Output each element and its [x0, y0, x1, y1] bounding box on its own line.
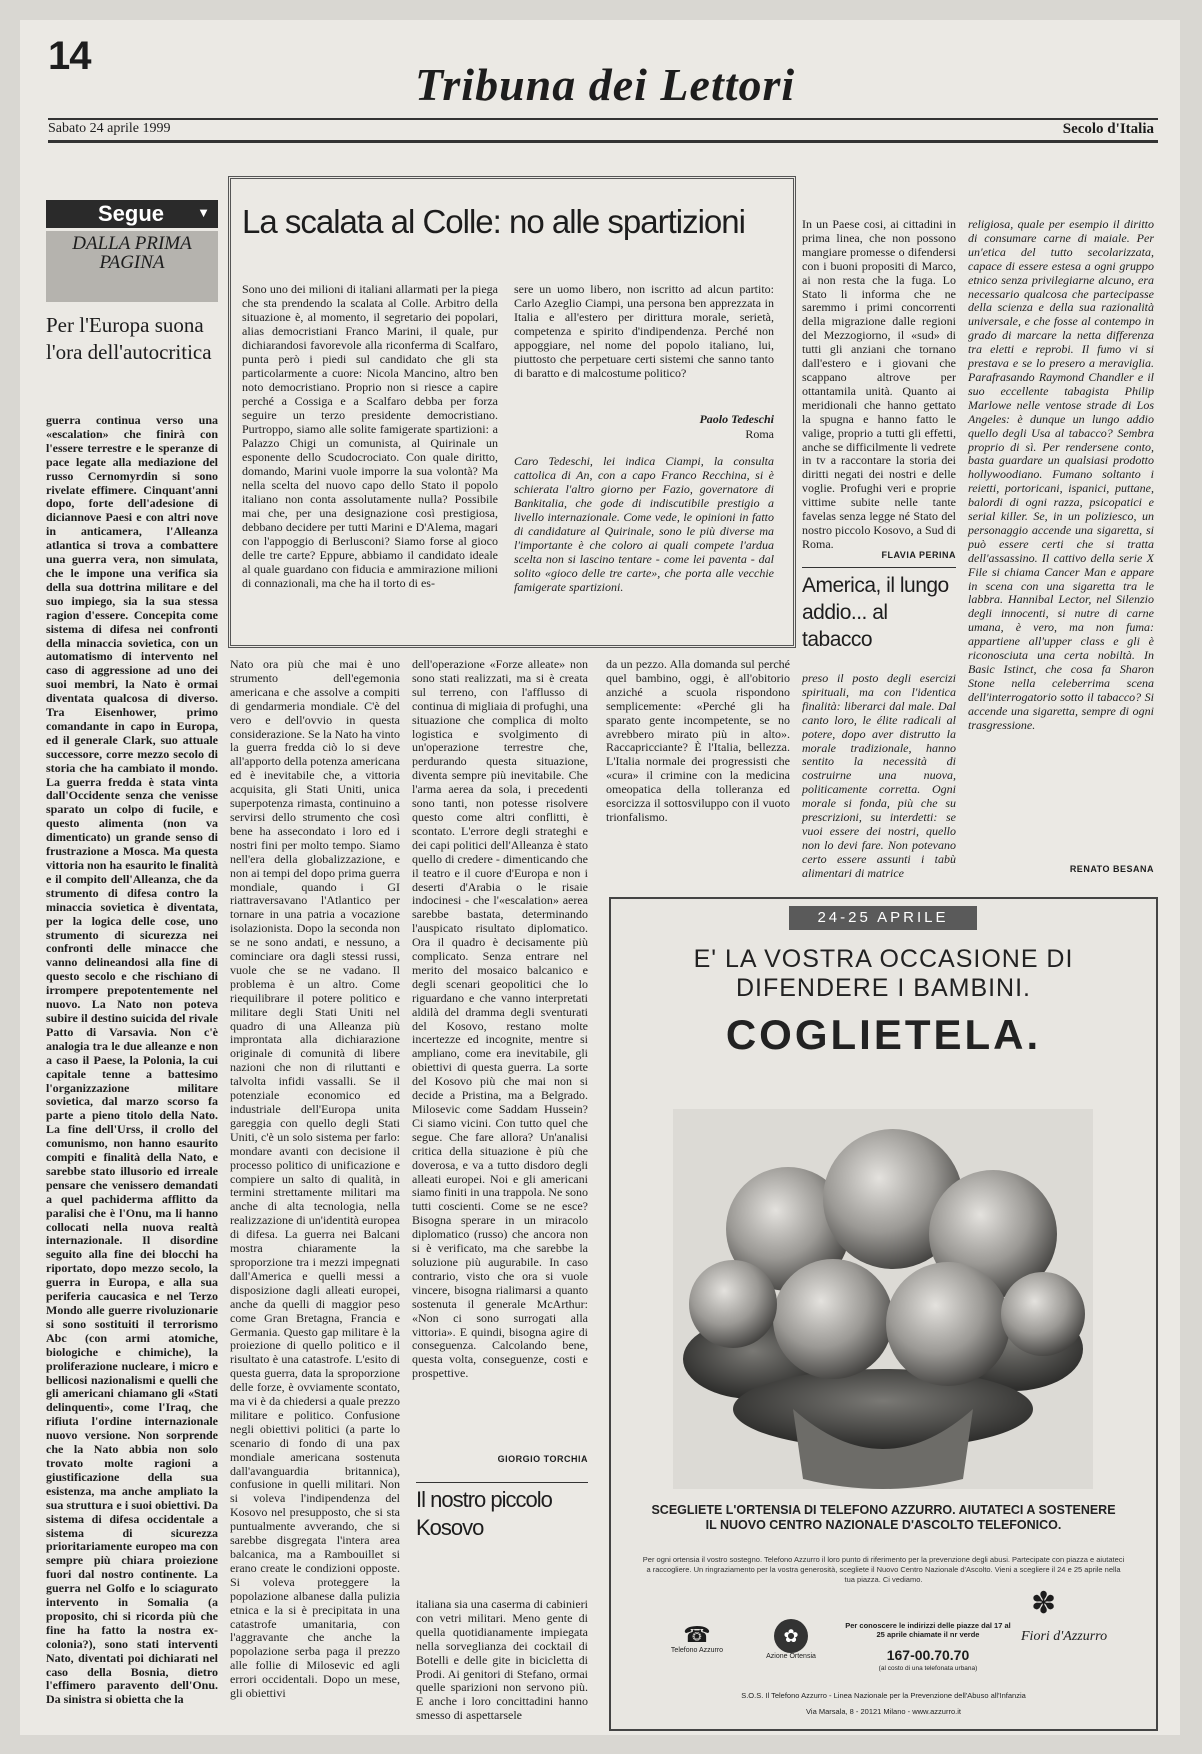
masthead-rule-lower	[48, 140, 1158, 143]
letter-main-body-2: sere un uomo libero, non iscritto ad alcun partito: Carlo Azeglio Ciampi, una persona ben apprezzata in Italia e all'estero per dirittura morale, serietà, competenza e spirito d'indipendenza. Perché non appoggiare, nel nome del popolo italiano, lui, piuttosto che perpetuare certi sistemi che sanno tanto di baratto e di malcostume politico?	[514, 282, 774, 380]
ad-headline: E' LA VOSTRA OCCASIONE DI DIFENDERE I BAMBINI.	[693, 945, 1074, 1002]
phone-icon: ☎	[683, 1622, 711, 1647]
letter-main-headline: La scalata al Colle: no alle spartizioni	[242, 203, 745, 240]
italiani-column-a: da un pezzo. Alla domanda sul perché quel bambino, oggi, è all'obitorio anziché a scuola rispondono semplicemente: «Perché gli ha sparato gente incompetente, se no avrebbero mirato più in alto». Raccapricciante? È l'Italia, bellezza. L'Italia normale dei progressisti che «cura» il crimine con la medicina omeopatica della tolleranza ed esorcizza il sottosviluppo con il vuoto trionfalismo.	[606, 657, 790, 824]
hydrangea-illustration	[673, 1109, 1093, 1489]
letter-main-signature: Paolo Tedeschi	[699, 412, 774, 426]
ad-footer-2: Via Marsala, 8 - 20121 Milano - www.azzurro.it	[806, 1707, 961, 1716]
italiani-column-b: italiana sia una caserma di cabinieri con vetri militari. Meno gente di quella quotidianamente impiegata nella sorveglianza dei cocktail di Botelli e delle gite in bicicletta di Prodi. Ai genitori di Stefano, ormai quelle sparizioni non servono più. E anche i loro concittadini hanno smesso di aspettarsele	[416, 1597, 588, 1723]
letter-main-body-1: Sono uno dei milioni di italiani allarmati per la piega che sta prendendo la scalata al Colle. Arbitro della situazione è, al momento, il segretario dei popolari, alias democristiani Franco Marini, il quale, pur dichiarandosi favorevole alla riconferma di Scalfaro, punta però i piedi sul candidato che gli sta particolarmente a cuore: Nicola Mancino, altro ben noto democristiano. Proprio non si riesce a capire perché a Cossiga e a Scalfaro debba per forza seguire un terzo presidente democristiano. Purtroppo, siamo alle solite famigerate spartizioni: a Palazzo Chigi un comunista, al Quirinale un esponente dello Scudocrociato. Con quale diritto, domando, Marini vuole imporre la sua volontà? Ma nella scelta del nuovo capo dello Stato il popolo italiano non conta assolutamente nulla? Possibile mai che, per una designazione così prestigiosa, debbano decidere per tutti Marini e D'Alema, magari con l'appoggio di Berlusconi? Siamo forse al gioco delle tre carte? Eppure, abbiamo il candidato ideale al quale guardano con fiducia e ammirazione milioni di connazionali, ma che ha il torto di es-	[242, 282, 498, 590]
newspaper-page	[20, 20, 1180, 1735]
phone-number: 167-00.70.70	[886, 1647, 970, 1663]
issue-date: Sabato 24 aprile 1999	[48, 121, 171, 136]
ad-signature: Fiori d'Azzurro	[1021, 1629, 1108, 1644]
tobacco-signature: RENATO BESANA	[1069, 864, 1154, 874]
ortensia-logo	[751, 1619, 831, 1660]
page-number: 14	[48, 34, 91, 78]
segue-headline: Per l'Europa suona l'ora dell'autocritica	[46, 313, 212, 364]
tobacco-column-a: religiosa, quale per esempio il diritto di consumare carne di maiale. Per un'etica del tutto secolarizzata, capace di essere estesa a ogni gruppo etnico senza privilegiarne alcuno, era necessario qualcosa che partecipasse della scienza e della sua razionalità universale, e che fosse al contempo in grado di marcare la netta differenza tra eletti e reprobi. Il fumo vi si prestava e se lo presero a meraviglia. Parafrasando Raymond Chandler e il suo eccellente tabagista Philip Marlowe nelle ventose strade di Los Angeles: è dunque un lungo addio quello degli Usa al tabacco? Sembra proprio di sì. Per rendersene conto, basta guardare un qualsiasi prodotto hollywoodiano. Fumano soltanto i reietti, portoricani, ispanici, puttane, balordi di ogni razza, psicopatici e serial killer. Se, in un poliziesco, un personaggio accende una sigaretta, si può essere certi che si tratta dell'assassino. Il cattivo della serie X File si chiama Cancer Man e appare in scena con una sigaretta tra le labbra. Hannibal Lector, nel Silenzio degli innocenti, si nutre di carne umana, è vero, ma non fuma: appartiene all'upper class e gli è riconosciuta una certa nobiltà. In Basic Istinct, che cosa fa Sharon Stone nella celeberrima scena dell'interrogatorio sotto il tabacco? Si accende una sigaretta, sempre di ogni trasgressione.	[968, 217, 1154, 732]
ad-subhead: SCEGLIETE L'ORTENSIA DI TELEFONO AZZURRO. AIUTATECI A SOSTENERE IL NUOVO CENTRO NAZIONALE D'ASCOLTO TELEFONICO.	[651, 1503, 1116, 1532]
segue-label: Segue	[98, 201, 165, 226]
phone-lead: Per conoscere le indirizzi delle piazze dal 17 al 25 aprile chiamate il nr verde	[845, 1621, 1011, 1639]
letter-kosovo-signature: FLAVIA PERINA	[881, 550, 956, 560]
ad-dates: 24-25 APRILE	[789, 906, 977, 930]
italiani-rule	[416, 1482, 588, 1483]
ad-footer-1: S.O.S. Il Telefono Azzurro - Linea Nazionale per la Prevenzione dell'Abuso all'Infanzia	[741, 1691, 1026, 1700]
advertisement	[609, 897, 1158, 1731]
tobacco-headline: America, il lungo addio... al tabacco	[802, 574, 949, 651]
ad-slogan: COGLIETELA.	[725, 1011, 1042, 1058]
telefono-azzurro-logo	[657, 1623, 737, 1654]
flower-logo-icon: ✽	[1031, 1587, 1057, 1620]
triangle-down-icon: ▼	[197, 205, 210, 220]
segue-band	[46, 200, 218, 228]
segue-signature: GIORGIO TORCHIA	[497, 1454, 588, 1464]
segue-column-2: Nato ora più che mai è uno strumento dell'egemonia americana e che assolve a compiti di gendarmeria mondiale. C'è del vero e dell'ovvio in questa considerazione. Se la Nato ha vinto la guerra fredda ciò lo si deve all'apporto della potenza americana ed è inevitabile che, a vittoria acquisita, gli Stati Uniti, unica superpotenza rimasta, continuino a servirsi dello strumento che così bene ha assecondato i loro ed i nostri fini per molto tempo. Siamo nell'era della globalizzazione, e non ai tempi del dopo prima guerra mondiale, quando i GI riattraversavano l'Atlantico per tornare in una patria a vocazione isolazionista. Dopo la seconda non se ne sono andati, e nessuno, a cominciare ora dagli stessi russi, vuole che se ne vadano. Il problema è un altro. Come riequilibrare il potere politico e militare degli Stati Uniti nel quadro di una Alleanza più improntata alla dichiarazione originale di comunità di libere nazioni che non di riluttanti e talvolta infidi vassalli. Se il potenziale economico ed industriale dell'Europa unita gareggia con quello degli Stati Uniti, c'è un solo sistema per farlo: mondare avanti con decisione il processo politico di unificazione e compiere un salto di qualità, in termini strettamente militari ma anche di alta tecnologia, nella realizzazione di un'identità europea di difesa. La guerra nei Balcani mostra chiaramente la sproporzione tra i mezzi impegnati dall'America e quelli messi a disposizione dagli alleati europei, anche da quelli di maggior peso come Gran Bretagna, Francia e Germania. Questo gap militare è la proiezione di quello politico e il risultato è una catastrofe. L'esito di questa guerra, data la sproporzione delle forze, è ovviamente scontato, ma vi è da chiedersi a quale prezzo militare e politico. Confusione negli obiettivi politici (a parte lo scenario di fondo di una pax mondiale americana sostenuta dall'avanguardia britannica), confusione in quelli militari. Non si voleva l'indipendenza del Kosovo nel presupposto, che si sta puntualmente avverando, che si sarebbe disgregata l'intera area balcanica, ma a Rambouillet si erano create le condizioni opposte. Si voleva proteggere la popolazione albanese dalla pulizia etnica e la si è precipitata in una catastrofe umanitaria, con l'aggravante che anche la popolazione serba paga il prezzo alle follie di Milosevic ed agli errori occidentali. Dopo un mese, gli obiettivi	[230, 657, 400, 1701]
italiani-headline: Il nostro piccolo Kosovo	[416, 1487, 552, 1540]
tobacco-column-b: preso il posto degli esercizi spirituali, ma con l'identica finalità: liberarci dal male. Dal canto loro, le élite radicali al potere, dopo aver distrutto la morale tradizionale, hanno sentito la necessità di costruirne una nuova, politicamente corretta. Ogni morale si fonda, più che su prescrizioni, su interdetti: se vuoi essere dei nostri, quello non lo devi fare. Non potevano certo essere assunti i tabù alimentari di matrice	[802, 671, 956, 880]
ad-fine-print: Per ogni ortensia il vostro sostegno. Telefono Azzurro il loro punto di riferimento per la prevenzione degli abusi. Partecipate con piazza e aiutateci a raccogliere. Un ringraziamento per la vostra generosità, scegliete il Nuovo Centro Nazionale d'Ascolto. Vieni a scegliere il 24 e 25 aprile nella tua piazza. Ci vediamo.	[642, 1555, 1125, 1584]
paper-name: Secolo d'Italia	[1062, 121, 1154, 137]
tobacco-rule	[802, 567, 956, 568]
logo-left-label: Telefono Azzurro	[670, 1647, 724, 1654]
logo-mid-label: Azione Ortensia	[766, 1653, 816, 1660]
segue-column-3: dell'operazione «Forze alleate» non sono stati realizzati, ma si è creata sul terreno, con l'afflusso di continua di migliaia di profughi, una situazione che complica di molto logistica e svolgimento di un'operazione terrestre che, perdurando questa situazione, diventa sempre più inevitabile. Che l'arma aerea da sola, i precedenti sono tanti, non potesse risolvere questo come altri conflitti, è scontato. L'errore degli strateghi e dei capi politici dell'Alleanza è stato quello di credere - dimenticando che il teatro e il cuore d'Europa e non i deserti d'Arabia o le risaie indocinesi - che l'«escalation» aerea sarebbe bastata, determinando l'auspicato risultato diplomatico. Ora il quadro è decisamente più complicato. Senza entrare nel merito del mosaico balcanico e degli scenari geopolitici che lo riguardano e che vanno interpretati aldilà del dramma degli sventurati del Kosovo, restano molte incertezze ed incognite, mentre si ampliano, come era inevitabile, gli obiettivi di questa guerra. La sorte del Kosovo più che mai non si decide a Pristina, ma a Belgrado. Milosevic come Saddam Hussein? Ci siamo vicini. Con tutto quel che segue. Che fare allora? Un'analisi critica della situazione è più che doverosa, e va a tutto disdoro degli alleati europei. Noi e gli americani siamo finiti in una trappola. Ne sono tutti coscienti. Come se ne esce? Bisogna sperare in un miracolo diplomatico (russo) che ancora non si è verificato, ma che sarebbe la soluzione più augurabile. In caso contrario, visto che ora si vuole vincere, bisogna rialimarsi a quanto sostenuta il generale McArthur: «Non ci sono surrogati alla vittoria». E quindi, bisogna agire di conseguenza. Calcolando bene, questa volta, conseguenze, costi e prospettive.	[412, 657, 588, 1381]
masthead-rule	[48, 118, 1158, 120]
letter-kosovo-text: In un Paese cosi, ai cittadini in prima linea, che non possono mangiare promesse o difendersi con i buoni propositi di Marco, ai non resta che la fuga. Lo Stato li informa che ne saremmo i primi concorrenti della migrazione dalle regioni del Mezzogiorno, il «sud» di tutti gli anziani che tornano dall'estero e i giovani che scappano altrove per ottantamila unità. Quanto ai meridionali che hanno gettato la spugna e hanno fatto le valige, proprio a tutti gli effetti, anche se difficilmente li vedrete in tv a raccontare la storia dei diritti negati dei nostri e delle voglie. Profughi veri e proprie vittime subite nelle tante favelas senza legge né Stato del nostro piccolo Kosovo, a Sud di Roma.	[802, 217, 956, 551]
children-circle-icon: ✿	[774, 1619, 808, 1653]
segue-column-1: guerra continua verso una «escalation» che finirà con l'essere terrestre e le speranze di pace legate alla mediazione del russo Cernomyrdin si sono rivelate effimere. Cinquant'anni dopo, forte dell'adesione di diciannove Paesi e con altri nove in anticamera, l'Alleanza atlantica si trova a combattere una guerra vera, non simulata, che le impone una verifica sia della sua dottrina militare e del suo impiego, sia la sua stessa ragion d'essere. Concepita come sistema di difesa nei confronti della minaccia sovietica, con un automatismo di intervento nel caso di aggressione ad uno dei suoi membri, la Nato è ormai diventata qualcosa di diverso. Tra Eisenhower, primo comandante in capo in Europa, ed il generale Clark, suo attuale successore, corre mezzo secolo di storia che ha cambiato il mondo. La guerra fredda è stata vinta dall'Occidente senza che venisse sparato un colpo di fucile, e questo alimenta (non va dimenticato) un grande senso di frustrazione a Mosca. Ma questa vittoria non ha esaurito le finalità e il compito dell'Alleanza, che da strumento di difesa contro la minaccia sovietica è diventata, per la logica delle cose, uno strumento di sicurezza nei confronti delle minacce che vanno delineandosi alla fine di questo secolo e che rischiano di irrompere prepotentemente nel nuovo. La Nato non poteva subire il destino suicida del rivale Patto di Varsavia. Non c'è analogia tra le due alleanze e non a caso il Paese, la Polonia, la cui capitale tenne a battesimo l'organizzazione militare sovietica, dal marzo scorso fa parte a pieno titolo della Nato. La fine dell'Urss, il crollo del comunismo, non hanno esaurito compiti e finalità della Nato, e sarebbe stato illusorio ed irreale pensare che venissero demandati a quel pachiderma afflitto da paralisi che è l'Onu, ma li hanno collocati nella nuova realtà internazionale. Il disordine seguito alla fine dei blocchi ha riportato, dopo mezzo secolo, la guerra in Europa, e alla sua periferia caucasica e nel Terzo Mondo alle guerre rivoluzionarie si sono sostituiti il terrorismo Abc (con armi atomiche, biologiche e chimiche), la proliferazione nucleare, i micro e bellicosi nazionalismi e quelli che gli americani chiamano gli «Stati delinquenti», come l'Iraq, che rifiuta l'ordine internazionale nuovo versione. Non sorprende che la Nato abbia non solo trovato molte ragioni a giustificazione della sua esistenza, ma anche ampliato la sua struttura e i suoi obiettivi. Da sistema di difesa occidentale a sistema di sicurezza prioritariamente europeo ma con sempre più chiara proiezione fuori dal nostro continente. La guerra nel Golfo e lo sciagurato intervento in Somalia (a proposito, chi si ricorda più che fine ha fatto la nostra ex-colonia?), sono stati interventi Nato, diventati poi dichiarati nel caso della Bosnia, dietro l'effimero paravento dell'Onu. Da sinistra si obietta che la	[46, 413, 218, 1707]
segue-subtitle: DALLA PRIMA PAGINA	[46, 231, 218, 302]
letter-main-city: Roma	[745, 427, 774, 441]
phone-note: (al costo di una telefonata urbana)	[878, 1665, 978, 1672]
section-title: Tribuna dei Lettori	[415, 59, 796, 110]
letter-main-reply: Caro Tedeschi, lei indica Ciampi, la consulta cattolica di An, con a capo Franco Recchina, si è schierata l'altro giorno per Fazio, governatore di Bankitalia, che gode di indiscutibile prestigio a livello internazionale. Come vede, le opinioni in fatto di candidature al Quirinale, sono le più diverse ma l'importante è che coloro ai quali compete l'ardua scelta non si lascino tentare - come lei paventa - dal solito «gioco delle tre carte», che porta alle vecchie famigerate spartizioni.	[514, 454, 774, 594]
